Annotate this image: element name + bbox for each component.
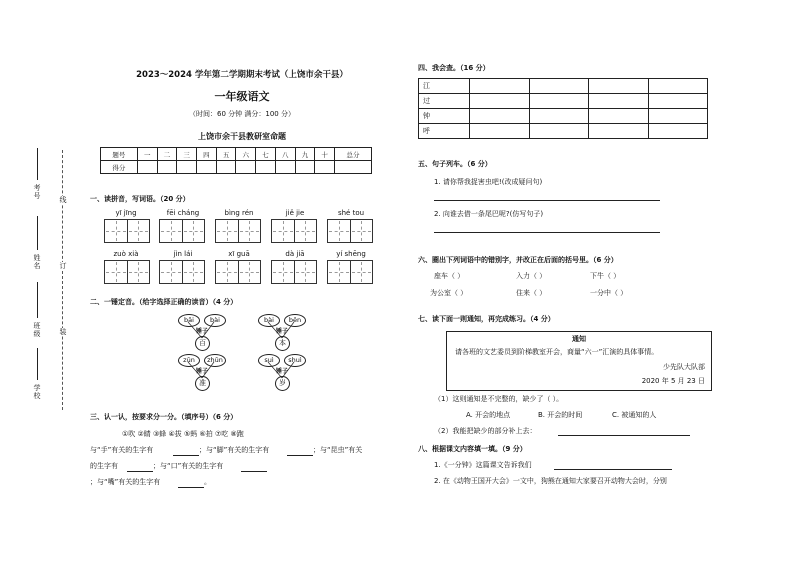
s3-line2a: 的生字有	[90, 462, 118, 470]
score-cell[interactable]	[157, 161, 177, 174]
s7-q2: （2）我能把缺少的部分补上去：	[434, 427, 537, 435]
score-cell[interactable]	[335, 161, 372, 174]
writing-box[interactable]	[215, 260, 261, 284]
issuer: 上饶市余干县教研室命题	[198, 132, 286, 141]
score-row-label: 得分	[101, 161, 138, 174]
char-list: ①吹 ②睛 ③蜂 ④拔 ⑤蚂 ⑥拍 ⑦吃 ⑧跑	[122, 430, 244, 438]
margin-mark-zhuang: 装	[59, 328, 67, 336]
exam-title: 2023～2024 学年第二学期期末考试（上饶市余干县）	[136, 70, 348, 80]
hammer-handle: 锤子	[196, 328, 209, 335]
target-char: 岁	[275, 376, 290, 391]
s3-line2b: ；与“口”有关的生字有	[153, 462, 224, 470]
lookup-char: 过	[419, 94, 470, 109]
score-head: 三	[177, 148, 197, 161]
section1-title: 一、读拼音，写词语。（20 分）	[90, 195, 190, 203]
score-cell[interactable]	[196, 161, 216, 174]
s3-line1b: ；与“脚”有关的生字有	[199, 446, 270, 454]
lookup-cell[interactable]	[529, 124, 589, 139]
answer-line[interactable]	[434, 232, 660, 233]
pinyin: dà jiā	[285, 250, 305, 258]
xuexiao-blank[interactable]	[37, 348, 38, 380]
pinyin: yī jīng	[115, 209, 137, 217]
lookup-table	[418, 78, 708, 139]
section3-title: 三、认一认，按要求分一分。（填序号）（6 分）	[90, 413, 238, 421]
lookup-cell[interactable]	[470, 94, 530, 109]
margin-label-xuexiao: 学校	[33, 384, 41, 400]
wrong-word[interactable]: 住来（ ）	[516, 289, 547, 297]
score-cell[interactable]	[137, 161, 157, 174]
lookup-char: 呼	[419, 124, 470, 139]
section8-title: 八、根据课文内容填一填。（9 分）	[418, 445, 527, 453]
pinyin: shé tou	[337, 209, 365, 217]
s3-line1a: 与“手”有关的生字有	[90, 446, 154, 454]
pinyin-option[interactable]: shuì	[284, 354, 306, 367]
option-a[interactable]: A. 开会的地点	[466, 411, 511, 419]
pinyin-option[interactable]: zhūn	[204, 354, 226, 367]
hammer-handle: 锤子	[276, 328, 289, 335]
s8-q1: 1.《一分钟》这篇课文告诉我们	[434, 461, 532, 469]
target-char: 本	[275, 336, 290, 351]
xingming-blank[interactable]	[37, 216, 38, 250]
wrong-word[interactable]: 入力（ ）	[516, 272, 547, 280]
score-head: 总分	[335, 148, 372, 161]
option-b[interactable]: B. 开会的时间	[538, 411, 583, 419]
writing-box[interactable]	[104, 219, 150, 243]
subject-title: 一年级语文	[214, 90, 270, 103]
s7-q1: （1）这则通知是不完整的，缺少了（ ）。	[434, 395, 564, 403]
margin-label-xingming: 姓名	[33, 254, 41, 270]
s5-q2: 2. 向谁去借一条尾巴呢?(仿写句子)	[434, 210, 544, 218]
notice-box	[446, 331, 712, 391]
score-cell[interactable]	[216, 161, 236, 174]
lookup-cell[interactable]	[648, 79, 708, 94]
writing-box[interactable]	[215, 219, 261, 243]
lookup-cell[interactable]	[589, 124, 649, 139]
s3-line1c: ；与“昆虫”有关	[313, 446, 363, 454]
lookup-cell[interactable]	[529, 79, 589, 94]
score-head: 二	[157, 148, 177, 161]
section7-title: 七、读下面一则通知，再完成练习。（4 分）	[418, 315, 555, 323]
lookup-cell[interactable]	[589, 109, 649, 124]
pinyin: yí shēng	[336, 250, 366, 258]
s3-end: 。	[204, 478, 211, 486]
pinyin: jiě jie	[285, 209, 305, 217]
pinyin: zuò xià	[113, 250, 139, 258]
answer-line[interactable]	[558, 435, 690, 436]
section4-title: 四、我会查。（16 分）	[418, 64, 490, 72]
wrong-word[interactable]: 一分中（ ）	[590, 289, 628, 297]
lookup-cell[interactable]	[470, 79, 530, 94]
score-head: 四	[196, 148, 216, 161]
pinyin: fēi cháng	[166, 209, 200, 217]
wrong-word[interactable]: 下牛（ ）	[590, 272, 621, 280]
writing-box[interactable]	[327, 219, 373, 243]
writing-box[interactable]	[327, 260, 373, 284]
notice-date: 2020 年 5 月 23 日	[641, 377, 705, 385]
score-head: 七	[256, 148, 276, 161]
answer-line[interactable]	[554, 469, 672, 470]
score-cell[interactable]	[236, 161, 256, 174]
notice-body: 请各班的文艺委员到阶梯教室开会，商量“六一”汇演的具体事情。	[455, 348, 659, 356]
margin-mark-xian: 线	[59, 196, 67, 204]
pinyin-option[interactable]: bài	[204, 314, 226, 327]
score-cell[interactable]	[177, 161, 197, 174]
notice-signer: 少先队大队部	[663, 363, 705, 371]
option-c[interactable]: C. 被通知的人	[612, 411, 657, 419]
lookup-char: 钟	[419, 109, 470, 124]
target-char: 百	[195, 336, 210, 351]
s8-q2: 2. 在《动物王国开大会》一文中，狗熊在通知大家要召开动物大会时，分别	[434, 477, 667, 485]
wrong-word[interactable]: 为公室（ ）	[430, 289, 468, 297]
pinyin-option[interactable]: zūn	[178, 354, 200, 367]
score-table	[100, 147, 372, 174]
answer-line[interactable]	[434, 200, 660, 201]
hammer-handle: 锤子	[276, 368, 289, 375]
time-score: （时间：60 分钟 满分：100 分）	[189, 110, 295, 118]
writing-box[interactable]	[271, 219, 317, 243]
lookup-cell[interactable]	[470, 109, 530, 124]
section2-title: 二、一锤定音。（给字选择正确的读音）（4 分）	[90, 298, 238, 306]
lookup-cell[interactable]	[529, 94, 589, 109]
section6-title: 六、圈出下列词语中的错别字，并改正在后面的括号里。（6 分）	[418, 256, 618, 264]
banji-blank[interactable]	[37, 282, 38, 318]
margin-label-banji: 班级	[33, 322, 41, 338]
pinyin-option[interactable]: bài	[258, 314, 280, 327]
pinyin: bìng rén	[224, 209, 254, 217]
score-head: 八	[275, 148, 295, 161]
writing-box[interactable]	[159, 219, 205, 243]
pinyin: jìn lái	[173, 250, 193, 258]
margin-label-kaohao: 考号	[33, 184, 41, 200]
lookup-cell[interactable]	[648, 124, 708, 139]
lookup-cell[interactable]	[589, 94, 649, 109]
lookup-cell[interactable]	[589, 79, 649, 94]
pinyin-option[interactable]: suì	[258, 354, 280, 367]
lookup-cell[interactable]	[529, 109, 589, 124]
section5-title: 五、句子列车。（6 分）	[418, 160, 492, 168]
writing-box[interactable]	[159, 260, 205, 284]
answer-blank[interactable]	[178, 487, 204, 488]
pinyin-option[interactable]: běn	[284, 314, 306, 327]
score-head: 题号	[101, 148, 138, 161]
notice-title: 通知	[572, 335, 586, 343]
score-head: 六	[236, 148, 256, 161]
writing-box[interactable]	[271, 260, 317, 284]
score-head: 一	[137, 148, 157, 161]
lookup-cell[interactable]	[648, 94, 708, 109]
pinyin-option[interactable]: bāi	[178, 314, 200, 327]
score-cell[interactable]	[256, 161, 276, 174]
answer-blank[interactable]	[173, 455, 199, 456]
target-char: 准	[195, 376, 210, 391]
margin-mark-ding: 订	[59, 262, 67, 270]
answer-blank[interactable]	[241, 471, 267, 472]
hammer-handle: 锤子	[196, 368, 209, 375]
score-cell[interactable]	[295, 161, 315, 174]
kaohao-blank[interactable]	[37, 148, 38, 180]
s5-q1: 1. 请你帮我捉害虫吧!(改成疑问句)	[434, 178, 543, 186]
pinyin: xī guā	[228, 250, 250, 258]
lookup-char: 江	[419, 79, 470, 94]
lookup-cell[interactable]	[648, 109, 708, 124]
wrong-word[interactable]: 座车（ ）	[434, 272, 465, 280]
lookup-cell[interactable]	[470, 124, 530, 139]
score-head: 九	[295, 148, 315, 161]
writing-box[interactable]	[104, 260, 150, 284]
score-cell[interactable]	[315, 161, 335, 174]
answer-blank[interactable]	[127, 471, 153, 472]
score-head: 五	[216, 148, 236, 161]
binding-line	[62, 150, 63, 410]
answer-blank[interactable]	[287, 455, 313, 456]
score-cell[interactable]	[275, 161, 295, 174]
s3-line2c: ；与“嘴”有关的生字有	[90, 478, 161, 486]
score-head: 十	[315, 148, 335, 161]
